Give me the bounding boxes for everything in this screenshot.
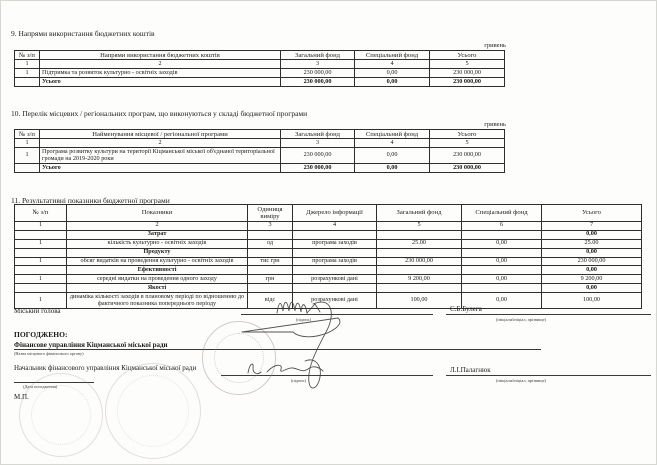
round-seal-stamp bbox=[202, 321, 276, 395]
table-cell: 1 bbox=[15, 293, 67, 309]
mayor-name-line bbox=[446, 314, 651, 315]
table-cell: Якості bbox=[67, 284, 248, 293]
table-row bbox=[15, 78, 505, 87]
table-header-cell: № з/п bbox=[15, 205, 67, 222]
table-row bbox=[15, 60, 505, 69]
table-cell: 1 bbox=[15, 239, 67, 248]
table-cell bbox=[248, 248, 293, 257]
table-cell: 0,00 bbox=[542, 266, 642, 275]
table-header-cell: Напрями використання бюджетних коштів bbox=[40, 51, 281, 60]
table-header-cell: Показники bbox=[67, 205, 248, 222]
table-header-cell: № з/п bbox=[15, 51, 40, 60]
table-cell: 9 200,00 bbox=[542, 275, 642, 284]
table-cell: Усього bbox=[40, 78, 281, 87]
table-cell: 0,00 bbox=[542, 248, 642, 257]
table-cell: 3 bbox=[281, 60, 355, 69]
table-row bbox=[15, 148, 505, 164]
table-header-cell: Усього bbox=[542, 205, 642, 222]
table-cell bbox=[293, 266, 377, 275]
table-header-cell: Загальний фонд bbox=[281, 130, 355, 139]
table-row bbox=[15, 221, 642, 230]
table-cell: 2 bbox=[40, 139, 281, 148]
table-cell: розрахункові дані bbox=[293, 293, 377, 309]
table-header-cell: № з/п bbox=[15, 130, 40, 139]
table-cell bbox=[377, 248, 462, 257]
table-cell: 5 bbox=[430, 139, 505, 148]
table-cell bbox=[462, 230, 542, 239]
section-10-title: 10. Перелік місцевих / регіональних програм, що виконуються у складі бюджетної програми bbox=[11, 109, 308, 118]
table-cell bbox=[15, 284, 67, 293]
finance-department-line bbox=[14, 349, 541, 350]
table-cell bbox=[293, 284, 377, 293]
section-11-title: 11. Результативні показники бюджетної програми bbox=[11, 196, 170, 205]
agreement-date-note: (Дата погодження) bbox=[23, 384, 58, 389]
table-row bbox=[15, 257, 642, 266]
table-cell: 1 bbox=[15, 139, 40, 148]
mayor-name-note: (ініціали/ініціал, прізвище) bbox=[496, 317, 546, 322]
budget-directions-table bbox=[14, 50, 505, 87]
table-header-cell: Спеціальний фонд bbox=[355, 51, 430, 60]
table-cell: кількість культурно - освітніх заходів bbox=[67, 239, 248, 248]
table-cell: відс bbox=[248, 293, 293, 309]
table-cell: 25.00 bbox=[542, 239, 642, 248]
table-header-cell: Загальний фонд bbox=[377, 205, 462, 222]
table-header-cell: Джерело інформації bbox=[293, 205, 377, 222]
table-cell: 4 bbox=[355, 60, 430, 69]
table-row bbox=[15, 275, 642, 284]
section-9-currency-note: гривень bbox=[484, 42, 506, 49]
section-10-currency-note: гривень bbox=[484, 121, 506, 128]
table-header-cell: Усього bbox=[430, 130, 505, 139]
table-cell: 0,00 bbox=[462, 293, 542, 309]
mayor-name: С.Б.Булега bbox=[450, 305, 482, 313]
finance-department-note: (Назва місцевого фінансового органу) bbox=[14, 351, 84, 356]
table-row bbox=[15, 248, 642, 257]
table-cell: 1 bbox=[15, 60, 40, 69]
table-cell bbox=[293, 230, 377, 239]
table-cell bbox=[15, 266, 67, 275]
table-cell: 1 bbox=[15, 221, 67, 230]
table-cell: 230 000,00 bbox=[430, 164, 505, 173]
table-cell: тис грн bbox=[248, 257, 293, 266]
table-cell: Програма розвитку культури на території Кіцманської міської об'єднаної територіальної громади на 2019-2020 роки bbox=[40, 148, 281, 164]
table-cell: 230 000,00 bbox=[281, 164, 355, 173]
performance-indicators-table bbox=[14, 204, 642, 309]
table-cell: 230 000,00 bbox=[377, 257, 462, 266]
table-cell: 25.00 bbox=[377, 239, 462, 248]
table-cell: 9 200,00 bbox=[377, 275, 462, 284]
table-row bbox=[15, 239, 642, 248]
table-cell: Продукту bbox=[67, 248, 248, 257]
table-cell: 2 bbox=[40, 60, 281, 69]
table-cell: 5 bbox=[430, 60, 505, 69]
table-cell: Ефективності bbox=[67, 266, 248, 275]
table-cell: 230 000,00 bbox=[430, 69, 505, 78]
table-cell: Затрат bbox=[67, 230, 248, 239]
table-cell bbox=[248, 284, 293, 293]
table-row bbox=[15, 164, 505, 173]
table-cell: 0,00 bbox=[355, 69, 430, 78]
table-header-cell: Спеціальний фонд bbox=[462, 205, 542, 222]
mayor-signature-note: (підпис) bbox=[296, 317, 312, 322]
table-cell: 0,00 bbox=[355, 164, 430, 173]
table-cell: програма заходів bbox=[293, 257, 377, 266]
table-cell bbox=[15, 248, 67, 257]
table-cell: 0,00 bbox=[462, 275, 542, 284]
table-cell: 2 bbox=[67, 221, 248, 230]
table-cell bbox=[15, 164, 40, 173]
table-cell: 1 bbox=[15, 148, 40, 164]
table-cell: динаміка кількості заходів в плановому періоді по відношенню до фактичного показника попереднього періоду bbox=[67, 293, 248, 309]
finance-head-signature-note: (підпис) bbox=[291, 378, 307, 383]
table-cell: 0,00 bbox=[355, 148, 430, 164]
table-cell: обсяг видатків на проведення культурно - освітніх заходів bbox=[67, 257, 248, 266]
table-row bbox=[15, 51, 505, 60]
table-cell: 3 bbox=[281, 139, 355, 148]
table-cell: 0,00 bbox=[542, 230, 642, 239]
table-cell: розрахункові дані bbox=[293, 275, 377, 284]
round-seal-stamp-faint bbox=[105, 363, 201, 459]
table-cell: 230 000,00 bbox=[281, 78, 355, 87]
table-cell: програма заходів bbox=[293, 239, 377, 248]
table-cell: од bbox=[248, 239, 293, 248]
table-cell: 3 bbox=[248, 221, 293, 230]
table-cell bbox=[248, 266, 293, 275]
table-cell bbox=[15, 78, 40, 87]
table-row bbox=[15, 293, 642, 309]
table-cell bbox=[248, 230, 293, 239]
table-header-cell: Найменування місцевої / регіональної програми bbox=[40, 130, 281, 139]
finance-head-name: Л.І.Палагнюк bbox=[450, 366, 491, 374]
round-seal-stamp-faint bbox=[19, 373, 103, 457]
table-row bbox=[15, 130, 505, 139]
table-cell: 1 bbox=[15, 69, 40, 78]
table-header-cell: Спеціальний фонд bbox=[355, 130, 430, 139]
finance-head-name-note: (ініціали/ініціал, прізвище) bbox=[496, 378, 546, 383]
finance-head-signature-scribble bbox=[267, 365, 323, 372]
table-cell: 7 bbox=[542, 221, 642, 230]
seal-place-label: М.П. bbox=[14, 393, 29, 401]
table-cell: 230 000,00 bbox=[281, 148, 355, 164]
table-cell: 5 bbox=[377, 221, 462, 230]
table-cell: 0,00 bbox=[462, 257, 542, 266]
table-row bbox=[15, 266, 642, 275]
finance-department-name: Фінансове управління Кіцманської міської ради bbox=[14, 341, 168, 349]
table-cell: 6 bbox=[462, 221, 542, 230]
table-cell: 100,00 bbox=[377, 293, 462, 309]
table-cell bbox=[15, 230, 67, 239]
table-cell: 1 bbox=[15, 257, 67, 266]
table-cell: 230 000,00 bbox=[281, 69, 355, 78]
table-cell: 0,00 bbox=[542, 284, 642, 293]
table-cell: грн bbox=[248, 275, 293, 284]
table-cell: 1 bbox=[15, 275, 67, 284]
table-cell bbox=[377, 266, 462, 275]
table-cell: 0,00 bbox=[355, 78, 430, 87]
table-cell bbox=[293, 248, 377, 257]
table-row bbox=[15, 284, 642, 293]
regional-programs-table bbox=[14, 129, 505, 173]
table-cell: 4 bbox=[355, 139, 430, 148]
table-cell: 230 000,00 bbox=[542, 257, 642, 266]
table-cell: середні видатки на проведення одного заходу bbox=[67, 275, 248, 284]
table-cell bbox=[462, 284, 542, 293]
table-cell: Підтримка та розвиток культурно - освітніх заходів bbox=[40, 69, 281, 78]
table-row bbox=[15, 230, 642, 239]
table-row bbox=[15, 69, 505, 78]
finance-head-name-line bbox=[446, 375, 651, 376]
section-9-title: 9. Напрями використання бюджетних коштів bbox=[11, 29, 155, 38]
table-row bbox=[15, 139, 505, 148]
table-cell bbox=[462, 266, 542, 275]
agreed-label: ПОГОДЖЕНО: bbox=[14, 330, 68, 339]
mayor-title-label: Міський голова bbox=[14, 307, 61, 315]
table-cell bbox=[377, 230, 462, 239]
table-cell: 230 000,00 bbox=[430, 148, 505, 164]
table-row bbox=[15, 205, 642, 222]
table-header-cell: Усього bbox=[430, 51, 505, 60]
table-cell: Усього bbox=[40, 164, 281, 173]
table-header-cell: Загальний фонд bbox=[281, 51, 355, 60]
table-cell: 100,00 bbox=[542, 293, 642, 309]
table-cell: 230 000,00 bbox=[430, 78, 505, 87]
table-header-cell: Одиниця виміру bbox=[248, 205, 293, 222]
table-cell bbox=[462, 248, 542, 257]
table-cell: 0,00 bbox=[462, 239, 542, 248]
table-cell bbox=[377, 284, 462, 293]
table-cell: 4 bbox=[293, 221, 377, 230]
mayor-signature-line bbox=[241, 314, 433, 315]
finance-head-title-label: Начальник фінансового управління Кіцманської міської ради bbox=[14, 364, 197, 372]
